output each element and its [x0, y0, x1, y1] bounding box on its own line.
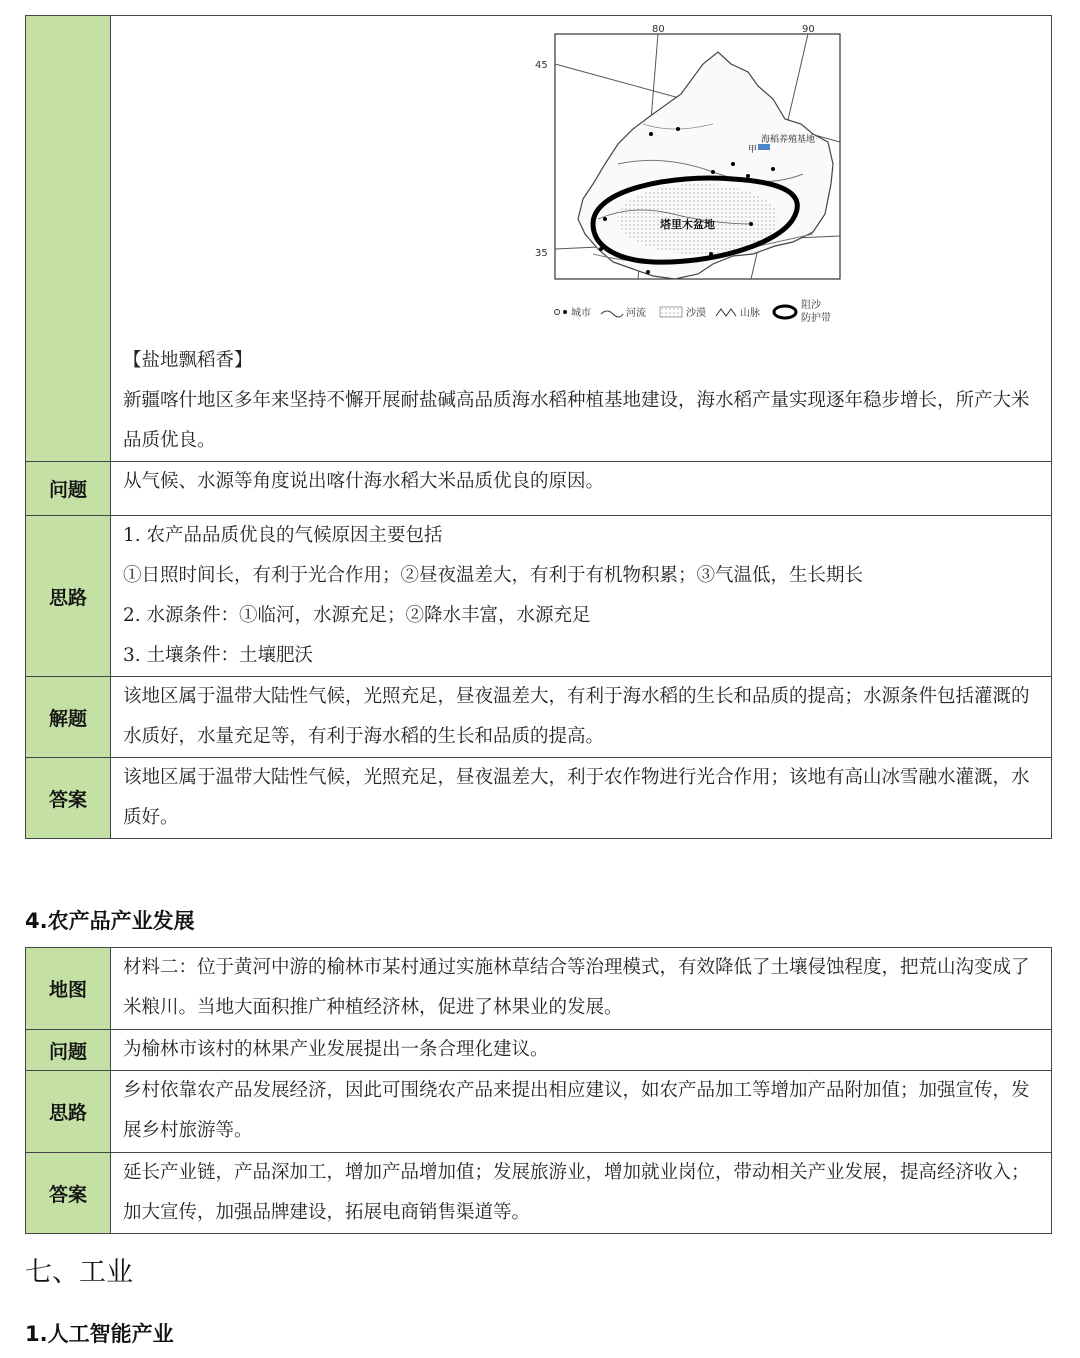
- label-solution: 解题: [26, 677, 111, 758]
- legend-belt-1: 阻沙: [801, 300, 821, 311]
- answer-text: 该地区属于温带大陆性气候，光照充足，昼夜温差大，利于农作物进行光合作用；该地有高山冰雪融水灌溉，水质好。: [111, 758, 1052, 839]
- city-dot: [709, 252, 713, 256]
- legend-city-icon: [555, 310, 560, 315]
- legend-belt-2: 防护带: [801, 313, 831, 324]
- chapter-heading-industry: 七、工业: [25, 1257, 133, 1288]
- qa-table-yulin-forestry: [25, 947, 1052, 1234]
- xinjiang-map: [413, 24, 831, 334]
- answer2-text: 延长产业链，产品深加工，增加产品增加值；发展旅游业，增加就业岗位，带动相关产业发展，提高经济收入；加大宣传，加强品牌建设，拓展电商销售渠道等。: [111, 1153, 1052, 1234]
- material-title: 【盐地飘稻香】: [123, 350, 253, 371]
- city-dot: [676, 127, 680, 131]
- label-question: 问题: [26, 462, 111, 516]
- section-heading-ai-industry: 1.人工智能产业: [25, 1322, 174, 1346]
- lat-label-45: 45: [535, 60, 548, 71]
- label-question-2: 问题: [26, 1030, 111, 1071]
- city-dot: [711, 170, 715, 174]
- legend-belt-icon: [774, 306, 796, 318]
- legend-river-icon: [601, 311, 623, 317]
- material-text: 新疆喀什地区多年来坚持不懈开展耐盐碱高品质海水稻种植基地建设，海水稻产量实现逐年稳步增长，所产大米品质优良。: [123, 390, 1030, 451]
- city-dot: [771, 167, 775, 171]
- lon-label-90: 90: [802, 24, 815, 35]
- map-legend: [555, 298, 832, 324]
- legend-desert: 沙漠: [686, 308, 706, 319]
- qa-table-saltwater-rice: [25, 15, 1052, 839]
- section-heading-agri-industry: 4.农产品产业发展: [25, 909, 195, 933]
- legend-desert-icon: [660, 307, 682, 317]
- label-cell-blank: [26, 16, 111, 462]
- city-dot: [749, 222, 753, 226]
- label-thinking: 思路: [26, 516, 111, 677]
- lat-label-35: 35: [535, 248, 548, 259]
- city-dot: [603, 217, 607, 221]
- thinking-line: ①日照时间长，有利于光合作用；②昼夜温差大，有利于有机物积累；③气温低，生长期长: [123, 565, 864, 586]
- lon-label-80: 80: [652, 24, 665, 35]
- thinking-line: 2. 水源条件：①临河，水源充足；②降水丰富，水源充足: [123, 605, 591, 626]
- legend-mountain: 山脉: [740, 308, 760, 319]
- marker-jia: 甲: [748, 145, 758, 155]
- city-dot: [649, 132, 653, 136]
- question2-text: 为榆林市该村的林果产业发展提出一条合理化建议。: [111, 1030, 1052, 1071]
- legend-city: 城市: [571, 308, 591, 319]
- legend-river: 河流: [626, 308, 646, 319]
- label-map: 地图: [26, 948, 111, 1030]
- thinking-cell: [111, 516, 1052, 677]
- legend-mountain-icon: [716, 309, 736, 316]
- base-label: 海稻养殖基地: [761, 135, 816, 145]
- thinking-line: 3. 土壤条件：土壤肥沃: [123, 645, 314, 666]
- city-dot: [731, 162, 735, 166]
- city-dot: [599, 247, 603, 251]
- question-text: 从气候、水源等角度说出喀什海水稻大米品质优良的原因。: [111, 462, 1052, 516]
- label-answer-2: 答案: [26, 1153, 111, 1234]
- thinking2-text: 乡村依靠农产品发展经济，因此可围绕农产品来提出相应建议，如农产品加工等增加产品附加值；加强宣传，发展乡村旅游等。: [111, 1071, 1052, 1153]
- city-dot: [746, 174, 750, 178]
- basin-label: 塔里木盆地: [660, 218, 715, 231]
- city-dot: [646, 270, 650, 274]
- thinking-line: 1. 农产品品质优良的气候原因主要包括: [123, 525, 443, 546]
- solution-text: 该地区属于温带大陆性气候，光照充足，昼夜温差大，有利于海水稻的生长和品质的提高；水源条件包括灌溉的水质好，水量充足等，有利于海水稻的生长和品质的提高。: [111, 677, 1052, 758]
- material2-text: 材料二：位于黄河中游的榆林市某村通过实施林草结合等治理模式，有效降低了土壤侵蚀程度，把荒山沟变成了米粮川。当地大面积推广种植经济林，促进了林果业的发展。: [111, 948, 1052, 1030]
- label-answer: 答案: [26, 758, 111, 839]
- label-thinking-2: 思路: [26, 1071, 111, 1153]
- material-cell: [111, 16, 1052, 462]
